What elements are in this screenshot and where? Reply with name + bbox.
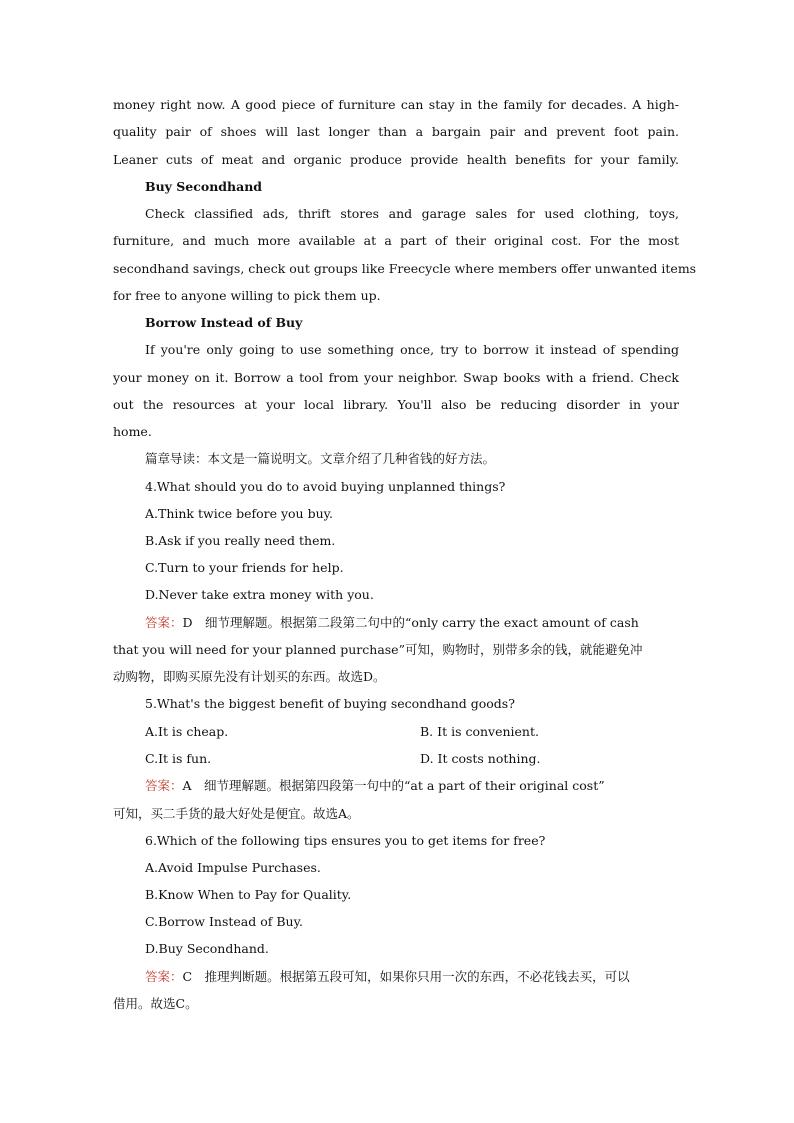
body-line: money right now. A good piece of furniture can stay in the family for decades. A high- — [113, 97, 679, 112]
answer-line — [145, 777, 679, 795]
body-line: home. — [113, 424, 152, 439]
body-line: for free to anyone willing to pick them up. — [113, 288, 381, 303]
option-b: B.Know When to Pay for Quality. — [145, 887, 352, 902]
body-line: out the resources at your local library. You'll also be reducing disorder in your — [113, 397, 679, 412]
body-line: your money on it. Borrow a tool from your neighbor. Swap books with a friend. Check — [113, 370, 679, 385]
option-d: D.Buy Secondhand. — [145, 941, 269, 956]
answer-line: 动购物，即购买原先没有计划买的东西。故选D。 — [113, 669, 386, 684]
answer-label: 答案： — [145, 969, 183, 984]
body-line: If you're only going to use something once, try to borrow it instead of spending — [145, 342, 679, 357]
answer-line: 借用。故选C。 — [113, 996, 198, 1011]
option-d: D. It costs nothing. — [420, 751, 541, 766]
body-line: Check classified ads, thrift stores and garage sales for used clothing, toys, — [145, 206, 679, 221]
option-c: C.Borrow Instead of Buy. — [145, 914, 303, 929]
option-a: A.Think twice before you buy. — [145, 506, 334, 521]
answer-text: C 推理判断题。根据第五段可知，如果你只用一次的东西，不必花钱去买，可以 — [182, 969, 630, 984]
answer-line: 可知，买二手货的最大好处是便宜。故选A。 — [113, 806, 360, 821]
answer-label: 答案： — [145, 615, 183, 630]
option-b: B. It is convenient. — [420, 724, 539, 739]
section-heading: Borrow Instead of Buy — [145, 315, 303, 330]
body-line: Leaner cuts of meat and organic produce provide health benefits for your family. — [113, 152, 679, 167]
question-stem: 6.Which of the following tips ensures you to get items for free? — [145, 833, 546, 848]
answer-line — [145, 614, 679, 632]
answer-text: A 细节理解题。根据第四段第一句中的“at a part of their original cost” — [182, 778, 605, 793]
question-stem: 4.What should you do to avoid buying unplanned things? — [145, 479, 506, 494]
body-line: furniture, and much more available at a part of their original cost. For the most — [113, 233, 679, 248]
reading-guide: 篇章导读：本文是一篇说明文。文章介绍了几种省钱的好方法。 — [145, 451, 496, 466]
option-c: C.Turn to your friends for help. — [145, 560, 344, 575]
answer-label: 答案： — [145, 778, 183, 793]
option-d: D.Never take extra money with you. — [145, 587, 374, 602]
question-stem: 5.What's the biggest benefit of buying secondhand goods? — [145, 696, 515, 711]
option-b: B.Ask if you really need them. — [145, 533, 336, 548]
option-a: A.It is cheap. — [145, 724, 229, 739]
section-heading: Buy Secondhand — [145, 179, 263, 194]
option-row — [145, 723, 679, 741]
option-a: A.Avoid Impulse Purchases. — [145, 860, 321, 875]
answer-line: that you will need for your planned purchase”可知，购物时，别带多余的钱，就能避免冲 — [113, 642, 643, 657]
answer-text: D 细节理解题。根据第二段第二句中的“only carry the exact amount of cash — [182, 615, 639, 630]
option-row — [145, 750, 679, 768]
answer-line — [145, 968, 679, 986]
body-line: quality pair of shoes will last longer than a bargain pair and prevent foot pain. — [113, 124, 679, 139]
option-c: C.It is fun. — [145, 751, 212, 766]
body-line: secondhand savings, check out groups like Freecycle where members offer unwanted items — [113, 261, 697, 276]
